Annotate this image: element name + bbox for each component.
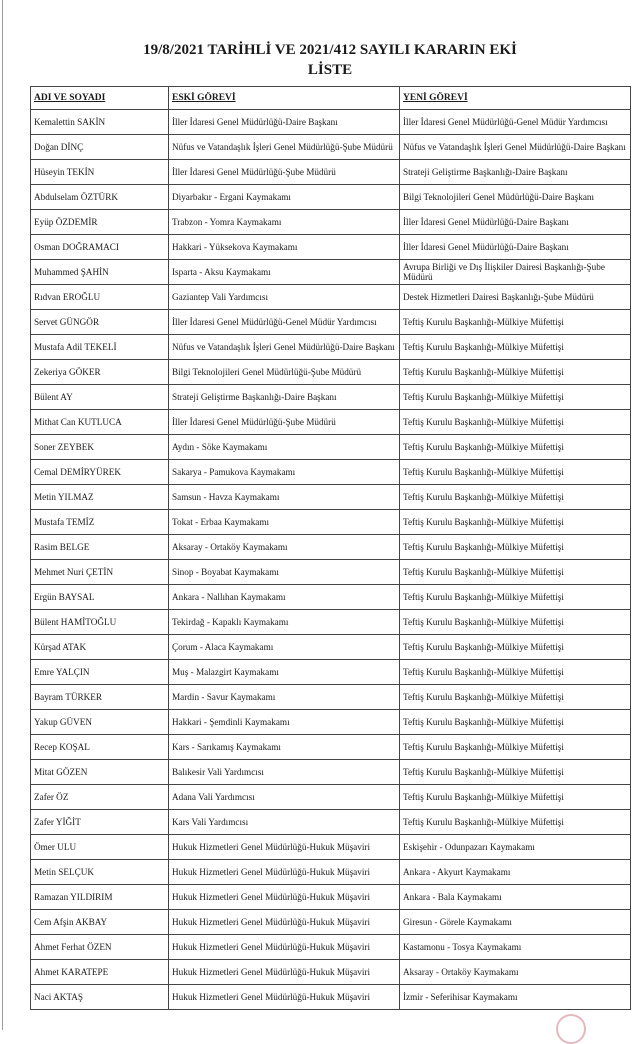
table-row xyxy=(31,810,631,835)
new-role-cell: Teftiş Kurulu Başkanlığı-Mülkiye Müfettişi xyxy=(400,685,631,710)
name-cell: Eyüp ÖZDEMİR xyxy=(31,210,169,235)
new-role-cell: Aksaray - Ortaköy Kaymakamı xyxy=(400,960,631,985)
document-title xyxy=(30,40,630,80)
name-cell: Metin YILMAZ xyxy=(31,485,169,510)
assignment-table xyxy=(30,86,631,1010)
new-role-cell: Strateji Geliştirme Başkanlığı-Daire Başkanı xyxy=(400,160,631,185)
name-cell: Ahmet Ferhat ÖZEN xyxy=(31,935,169,960)
new-role-cell: Nüfus ve Vatandaşlık İşleri Genel Müdürlüğü-Daire Başkanı xyxy=(400,135,631,160)
new-role-cell: Avrupa Birliği ve Dış İlişkiler Dairesi Başkanlığı-Şube Müdürü xyxy=(400,260,631,285)
page-edge-rule xyxy=(2,0,3,1030)
name-cell: Bayram TÜRKER xyxy=(31,685,169,710)
name-cell: Mustafa TEMİZ xyxy=(31,510,169,535)
name-cell: Ramazan YILDIRIM xyxy=(31,885,169,910)
table-row xyxy=(31,560,631,585)
new-role-cell: Destek Hizmetleri Dairesi Başkanlığı-Şube Müdürü xyxy=(400,285,631,310)
old-role-cell: Hukuk Hizmetleri Genel Müdürlüğü-Hukuk Müşaviri xyxy=(169,985,400,1010)
name-cell: Cemal DEMİRYÜREK xyxy=(31,460,169,485)
table-row xyxy=(31,410,631,435)
new-role-cell: Giresun - Görele Kaymakamı xyxy=(400,910,631,935)
name-cell: Mitat GÖZEN xyxy=(31,760,169,785)
old-role-cell: Kars Vali Yardımcısı xyxy=(169,810,400,835)
table-row xyxy=(31,985,631,1010)
header-old-role: ESKİ GÖREVİ xyxy=(169,87,400,110)
table-row xyxy=(31,360,631,385)
new-role-cell: Teftiş Kurulu Başkanlığı-Mülkiye Müfettişi xyxy=(400,760,631,785)
name-cell: Abdulselam ÖZTÜRK xyxy=(31,185,169,210)
name-cell: Kemalettin SAKİN xyxy=(31,110,169,135)
old-role-cell: İller İdaresi Genel Müdürlüğü-Şube Müdürü xyxy=(169,410,400,435)
table-row xyxy=(31,910,631,935)
old-role-cell: Ankara - Nallıhan Kaymakamı xyxy=(169,585,400,610)
name-cell: Mithat Can KUTLUCA xyxy=(31,410,169,435)
old-role-cell: Muş - Malazgirt Kaymakamı xyxy=(169,660,400,685)
table-row xyxy=(31,235,631,260)
table-row xyxy=(31,585,631,610)
old-role-cell: İller İdaresi Genel Müdürlüğü-Genel Müdür Yardımcısı xyxy=(169,310,400,335)
new-role-cell: Teftiş Kurulu Başkanlığı-Mülkiye Müfettişi xyxy=(400,635,631,660)
name-cell: Hüseyin TEKİN xyxy=(31,160,169,185)
name-cell: Naci AKTAŞ xyxy=(31,985,169,1010)
table-row xyxy=(31,835,631,860)
new-role-cell: Teftiş Kurulu Başkanlığı-Mülkiye Müfettişi xyxy=(400,335,631,360)
table-row xyxy=(31,885,631,910)
table-row xyxy=(31,460,631,485)
name-cell: Rasim BELGE xyxy=(31,535,169,560)
table-row xyxy=(31,635,631,660)
header-new-role: YENİ GÖREVİ xyxy=(400,87,631,110)
new-role-cell: Ankara - Bala Kaymakamı xyxy=(400,885,631,910)
name-cell: Osman DOĞRAMACI xyxy=(31,235,169,260)
name-cell: Doğan DİNÇ xyxy=(31,135,169,160)
table-row xyxy=(31,735,631,760)
name-cell: Bülent AY xyxy=(31,385,169,410)
old-role-cell: Hukuk Hizmetleri Genel Müdürlüğü-Hukuk Müşaviri xyxy=(169,860,400,885)
old-role-cell: Bilgi Teknolojileri Genel Müdürlüğü-Şube Müdürü xyxy=(169,360,400,385)
table-row xyxy=(31,685,631,710)
old-role-cell: Balıkesir Vali Yardımcısı xyxy=(169,760,400,785)
new-role-cell: Teftiş Kurulu Başkanlığı-Mülkiye Müfettişi xyxy=(400,310,631,335)
old-role-cell: Sakarya - Pamukova Kaymakamı xyxy=(169,460,400,485)
old-role-cell: Aydın - Söke Kaymakamı xyxy=(169,435,400,460)
name-cell: Muhammed ŞAHİN xyxy=(31,260,169,285)
table-row xyxy=(31,785,631,810)
old-role-cell: Hukuk Hizmetleri Genel Müdürlüğü-Hukuk Müşaviri xyxy=(169,935,400,960)
table-row xyxy=(31,435,631,460)
new-role-cell: Teftiş Kurulu Başkanlığı-Mülkiye Müfettişi xyxy=(400,560,631,585)
table-row xyxy=(31,960,631,985)
new-role-cell: Teftiş Kurulu Başkanlığı-Mülkiye Müfettişi xyxy=(400,435,631,460)
table-row xyxy=(31,210,631,235)
new-role-cell: Teftiş Kurulu Başkanlığı-Mülkiye Müfettişi xyxy=(400,385,631,410)
table-header-row xyxy=(31,87,631,110)
table-row xyxy=(31,660,631,685)
old-role-cell: Adana Vali Yardımcısı xyxy=(169,785,400,810)
table-row xyxy=(31,935,631,960)
old-role-cell: Nüfus ve Vatandaşlık İşleri Genel Müdürlüğü-Şube Müdürü xyxy=(169,135,400,160)
name-cell: Zafer YİĞİT xyxy=(31,810,169,835)
old-role-cell: Samsun - Havza Kaymakamı xyxy=(169,485,400,510)
table-row xyxy=(31,760,631,785)
table-row xyxy=(31,110,631,135)
title-line-2: LİSTE xyxy=(307,62,353,78)
table-row xyxy=(31,610,631,635)
name-cell: Cem Afşin AKBAY xyxy=(31,910,169,935)
new-role-cell: Teftiş Kurulu Başkanlığı-Mülkiye Müfettişi xyxy=(400,485,631,510)
new-role-cell: Teftiş Kurulu Başkanlığı-Mülkiye Müfettişi xyxy=(400,735,631,760)
table-row xyxy=(31,335,631,360)
table-row xyxy=(31,310,631,335)
seal-stamp-partial xyxy=(556,1014,586,1044)
name-cell: Ahmet KARATEPE xyxy=(31,960,169,985)
new-role-cell: Teftiş Kurulu Başkanlığı-Mülkiye Müfettişi xyxy=(400,710,631,735)
old-role-cell: Hukuk Hizmetleri Genel Müdürlüğü-Hukuk Müşaviri xyxy=(169,885,400,910)
header-name: ADI VE SOYADI xyxy=(31,87,169,110)
old-role-cell: İller İdaresi Genel Müdürlüğü-Şube Müdürü xyxy=(169,160,400,185)
old-role-cell: Gaziantep Vali Yardımcısı xyxy=(169,285,400,310)
old-role-cell: Sinop - Boyabat Kaymakamı xyxy=(169,560,400,585)
name-cell: Metin SELÇUK xyxy=(31,860,169,885)
table-row xyxy=(31,535,631,560)
new-role-cell: Teftiş Kurulu Başkanlığı-Mülkiye Müfettişi xyxy=(400,510,631,535)
table-row xyxy=(31,185,631,210)
name-cell: Recep KOŞAL xyxy=(31,735,169,760)
name-cell: Soner ZEYBEK xyxy=(31,435,169,460)
old-role-cell: Hukuk Hizmetleri Genel Müdürlüğü-Hukuk Müşaviri xyxy=(169,910,400,935)
table-row xyxy=(31,260,631,285)
old-role-cell: Hukuk Hizmetleri Genel Müdürlüğü-Hukuk Müşaviri xyxy=(169,835,400,860)
table-row xyxy=(31,860,631,885)
table-row xyxy=(31,510,631,535)
old-role-cell: Hukuk Hizmetleri Genel Müdürlüğü-Hukuk Müşaviri xyxy=(169,960,400,985)
name-cell: Emre YALÇIN xyxy=(31,660,169,685)
name-cell: Ergün BAYSAL xyxy=(31,585,169,610)
old-role-cell: Trabzon - Yomra Kaymakamı xyxy=(169,210,400,235)
new-role-cell: Teftiş Kurulu Başkanlığı-Mülkiye Müfettişi xyxy=(400,410,631,435)
new-role-cell: İzmir - Seferihisar Kaymakamı xyxy=(400,985,631,1010)
new-role-cell: Ankara - Akyurt Kaymakamı xyxy=(400,860,631,885)
name-cell: Rıdvan EROĞLU xyxy=(31,285,169,310)
new-role-cell: Teftiş Kurulu Başkanlığı-Mülkiye Müfettişi xyxy=(400,585,631,610)
name-cell: Yakup GÜVEN xyxy=(31,710,169,735)
new-role-cell: İller İdaresi Genel Müdürlüğü-Genel Müdür Yardımcısı xyxy=(400,110,631,135)
name-cell: Bülent HAMİTOĞLU xyxy=(31,610,169,635)
new-role-cell: Teftiş Kurulu Başkanlığı-Mülkiye Müfettişi xyxy=(400,360,631,385)
name-cell: Zekeriya GÖKER xyxy=(31,360,169,385)
old-role-cell: Aksaray - Ortaköy Kaymakamı xyxy=(169,535,400,560)
new-role-cell: Bilgi Teknolojileri Genel Müdürlüğü-Daire Başkanı xyxy=(400,185,631,210)
table-row xyxy=(31,285,631,310)
table-row xyxy=(31,135,631,160)
new-role-cell: Eskişehir - Odunpazarı Kaymakamı xyxy=(400,835,631,860)
old-role-cell: Tekirdağ - Kapaklı Kaymakamı xyxy=(169,610,400,635)
old-role-cell: Çorum - Alaca Kaymakamı xyxy=(169,635,400,660)
old-role-cell: Diyarbakır - Ergani Kaymakamı xyxy=(169,185,400,210)
table-row xyxy=(31,485,631,510)
table-row xyxy=(31,385,631,410)
name-cell: Ömer ULU xyxy=(31,835,169,860)
new-role-cell: İller İdaresi Genel Müdürlüğü-Daire Başkanı xyxy=(400,235,631,260)
old-role-cell: Nüfus ve Vatandaşlık İşleri Genel Müdürlüğü-Daire Başkanı xyxy=(169,335,400,360)
new-role-cell: Teftiş Kurulu Başkanlığı-Mülkiye Müfettişi xyxy=(400,785,631,810)
new-role-cell: Teftiş Kurulu Başkanlığı-Mülkiye Müfettişi xyxy=(400,535,631,560)
title-line-1: 19/8/2021 TARİHLİ VE 2021/412 SAYILI KARARIN EKİ xyxy=(143,42,517,58)
old-role-cell: Isparta - Aksu Kaymakamı xyxy=(169,260,400,285)
old-role-cell: İller İdaresi Genel Müdürlüğü-Daire Başkanı xyxy=(169,110,400,135)
name-cell: Mustafa Adil TEKELİ xyxy=(31,335,169,360)
new-role-cell: Teftiş Kurulu Başkanlığı-Mülkiye Müfettişi xyxy=(400,460,631,485)
new-role-cell: Teftiş Kurulu Başkanlığı-Mülkiye Müfettişi xyxy=(400,610,631,635)
table-row xyxy=(31,160,631,185)
old-role-cell: Hakkari - Yüksekova Kaymakamı xyxy=(169,235,400,260)
old-role-cell: Strateji Geliştirme Başkanlığı-Daire Başkanı xyxy=(169,385,400,410)
name-cell: Zafer ÖZ xyxy=(31,785,169,810)
new-role-cell: Teftiş Kurulu Başkanlığı-Mülkiye Müfettişi xyxy=(400,810,631,835)
old-role-cell: Tokat - Erbaa Kaymakamı xyxy=(169,510,400,535)
new-role-cell: Teftiş Kurulu Başkanlığı-Mülkiye Müfettişi xyxy=(400,660,631,685)
name-cell: Mehmet Nuri ÇETİN xyxy=(31,560,169,585)
name-cell: Servet GÜNGÖR xyxy=(31,310,169,335)
old-role-cell: Kars - Sarıkamış Kaymakamı xyxy=(169,735,400,760)
old-role-cell: Hakkari - Şemdinli Kaymakamı xyxy=(169,710,400,735)
new-role-cell: İller İdaresi Genel Müdürlüğü-Daire Başkanı xyxy=(400,210,631,235)
name-cell: Kürşad ATAK xyxy=(31,635,169,660)
new-role-cell: Kastamonu - Tosya Kaymakamı xyxy=(400,935,631,960)
old-role-cell: Mardin - Savur Kaymakamı xyxy=(169,685,400,710)
table-row xyxy=(31,710,631,735)
